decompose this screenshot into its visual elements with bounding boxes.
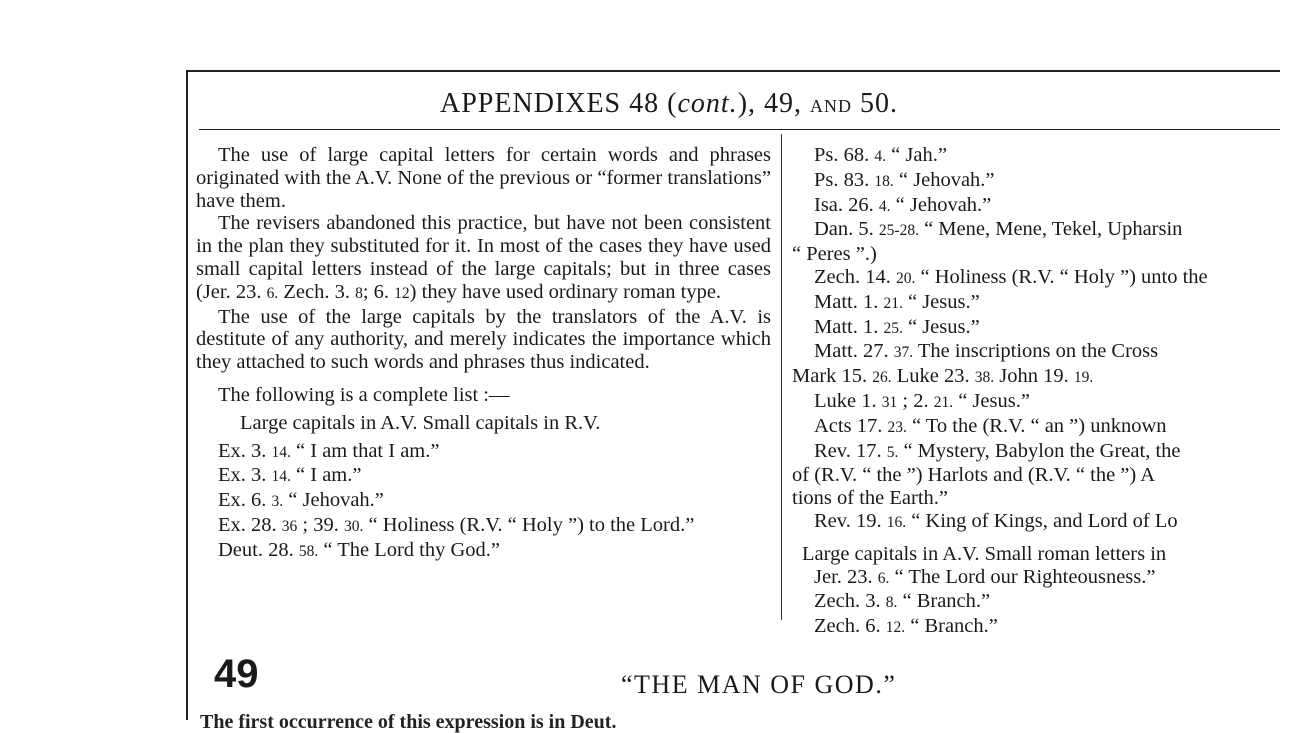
list-item xyxy=(196,489,771,514)
paragraph-2-tail: ) they have used ordinary roman type. xyxy=(409,280,722,303)
appendix-number: 49 xyxy=(214,652,259,696)
list-item-continuation xyxy=(792,365,1312,390)
list-item xyxy=(792,615,1312,640)
list-item-text: “ Mene, Mene, Tekel, Upharsin xyxy=(918,218,1183,241)
list-item-verse: 30. xyxy=(343,517,364,535)
list-item-text: “ Holiness (R.V. “ Holy ”) to the Lord.” xyxy=(363,513,695,536)
list-item xyxy=(196,440,771,465)
header-rule xyxy=(199,129,1280,130)
list-item-verse: 12. xyxy=(885,619,906,637)
list-item xyxy=(792,390,1312,415)
list-item-text: “ To the (R.V. “ an ”) unknown xyxy=(906,414,1167,437)
paragraph-2-mid: Zech. 3. xyxy=(278,280,356,303)
page-frame-top-rule xyxy=(186,70,1280,72)
list-item-text: “ Jehovah.” xyxy=(283,489,384,512)
list-item-verse: 3. xyxy=(271,493,284,511)
list-item-verse: 31 xyxy=(881,393,898,411)
header-prefix: APPENDIXES 48 ( xyxy=(440,88,678,119)
list-item-text: “ Holiness (R.V. “ Holy ”) unto the xyxy=(915,265,1208,288)
list-item xyxy=(792,194,1312,219)
paragraph-1: The use of large capital letters for certain words and phrases originated with the A.V. None of the previous or “former translations” have them. xyxy=(196,144,771,212)
list-item-verse: 8. xyxy=(885,594,898,612)
list-item xyxy=(792,510,1312,535)
list-item-book: Matt. 1. xyxy=(814,290,884,313)
list-item-verse: 23. xyxy=(887,418,907,436)
list-item-book: John 19. xyxy=(994,365,1074,388)
list-item-verse: 19. xyxy=(1073,369,1094,387)
list-item-book: Dan. 5. xyxy=(814,218,879,241)
list-item xyxy=(792,415,1312,440)
list-item-book: Ps. 83. xyxy=(814,168,875,191)
list-item-verse: 14. xyxy=(271,468,291,486)
list-item xyxy=(792,218,1312,243)
list-item-text: “ Jah.” xyxy=(886,144,947,166)
list-item-book: Jer. 23. xyxy=(814,565,878,588)
paragraph-4: The following is a complete list :— xyxy=(218,383,510,406)
list-item-verse: 21. xyxy=(933,393,954,411)
right-column xyxy=(792,144,1312,640)
list-item-text: “ Branch.” xyxy=(905,615,998,638)
list-item-book: Zech. 14. xyxy=(814,265,896,288)
list-item-verse: 4. xyxy=(874,148,887,165)
list-item-text: “ Branch.” xyxy=(897,590,991,613)
list-item-book: ; 2. xyxy=(897,389,934,412)
list-item-text: The inscriptions on the Cross xyxy=(913,340,1159,363)
list-item-text: “ King of Kings, and Lord of Lo xyxy=(906,509,1178,532)
list-item xyxy=(792,266,1312,291)
list-item xyxy=(792,590,1312,615)
list-item-book: ; 39. xyxy=(297,513,344,536)
paragraph-2-mid: ; 6. xyxy=(362,280,395,303)
list-item-text: “ The Lord our Righteousness.” xyxy=(889,565,1156,588)
list-item-verse: 38. xyxy=(974,369,995,387)
list-item-book: Isa. 26. xyxy=(814,193,879,216)
list-item-verse: 18. xyxy=(874,172,894,190)
list-item-text: “ I am that I am.” xyxy=(290,439,440,462)
list-item-verse: 20. xyxy=(895,269,916,287)
ref-verse: 6. xyxy=(266,284,279,302)
list-item-book: Matt. 1. xyxy=(814,315,884,338)
list-item-verse: 21. xyxy=(883,294,903,312)
list-item xyxy=(792,316,1312,341)
list-item-verse: 5. xyxy=(886,443,899,461)
list-item-continuation: tions of the Earth.” xyxy=(792,487,948,510)
list-item-book: Luke 23. xyxy=(891,365,975,388)
list-item-book: Zech. 6. xyxy=(814,615,886,638)
list-item xyxy=(792,340,1312,365)
list-item-book: Matt. 27. xyxy=(814,340,894,363)
list-item-book: Ps. 68. xyxy=(814,144,875,166)
list-item-book: Zech. 3. xyxy=(814,590,886,613)
list-item-verse: 6. xyxy=(877,569,890,587)
list-item-verse: 4. xyxy=(878,197,891,215)
ref-verse: 12 xyxy=(394,284,410,302)
list-item xyxy=(792,169,1312,194)
list-item xyxy=(792,440,1312,465)
list-item-continuation: of (R.V. “ the ”) Harlots and (R.V. “ the ”) A xyxy=(792,464,1156,487)
list-item-text: “ I am.” xyxy=(290,464,362,487)
left-column xyxy=(196,144,771,564)
list-item xyxy=(196,514,771,539)
paragraph-2-lead: The revisers abandoned this practice, but have not been consistent in the plan they substituted for it. In most of the cases they have used small capital letters instead of the large capitals; but in three cases (Jer. 23. xyxy=(196,212,771,303)
page-title xyxy=(440,86,1140,122)
list-item-book: Mark 15. xyxy=(792,365,873,388)
page-frame-left-rule xyxy=(186,70,188,720)
column-divider xyxy=(781,134,782,620)
list-item-verse: 16. xyxy=(886,513,907,531)
list-item-verse: 26. xyxy=(872,369,892,387)
list-item-book: Deut. 28. xyxy=(218,538,299,561)
list-item xyxy=(196,464,771,489)
header-cont: cont. xyxy=(677,88,738,119)
list-item xyxy=(792,144,1312,169)
list-item-book: Rev. 17. xyxy=(814,439,887,462)
list-item-verse: 37. xyxy=(893,344,914,362)
list-item xyxy=(196,539,771,564)
list-item xyxy=(792,566,1312,591)
list-item-verse: 25. xyxy=(883,319,903,337)
list-item-book: Acts 17. xyxy=(814,414,888,437)
list-item-book: Ex. 28. xyxy=(218,513,282,536)
appendix-title: “THE MAN OF GOD.” xyxy=(621,670,897,699)
list-item-text: “ Jehovah.” xyxy=(890,193,992,216)
cut-off-text-line: The first occurrence of this expression is in Deut. xyxy=(200,711,617,733)
list-item-book: Luke 1. xyxy=(814,389,882,412)
paragraph-3: The use of the large capitals by the translators of the A.V. is destitute of any authority, and merely indicates the importance which they attached to such words and phrases thus indicated. xyxy=(196,305,771,374)
list-item-verse: 58. xyxy=(298,542,319,560)
list-item-text: “ The Lord thy God.” xyxy=(318,538,501,561)
list-item-text: “ Jesus.” xyxy=(953,389,1030,412)
list-item-continuation: “ Peres ”.) xyxy=(792,243,877,266)
list-item-book: Ex. 6. xyxy=(218,489,272,512)
list-item xyxy=(792,291,1312,316)
list-item-verse: 14. xyxy=(271,443,291,461)
list-item-book: Ex. 3. xyxy=(218,464,272,487)
paragraph-2 xyxy=(196,212,771,305)
list-subheading: Large capitals in A.V. Small capitals in R.V. xyxy=(240,411,601,434)
ref-verse: 8 xyxy=(355,284,363,302)
header-last: 50. xyxy=(852,88,899,119)
header-and: and xyxy=(810,89,853,118)
list-item-text: “ Jehovah.” xyxy=(893,168,995,191)
list-item-book: Rev. 19. xyxy=(814,509,887,532)
list-item-verse: 25-28. xyxy=(878,222,919,240)
list-item-text: “ Jesus.” xyxy=(902,290,980,313)
list-item-verse: 36 xyxy=(281,517,298,535)
list-item-text: “ Mystery, Babylon the Great, the xyxy=(898,439,1181,462)
list-subheading: Large capitals in A.V. Small roman letters in xyxy=(802,542,1167,565)
list-item-text: “ Jesus.” xyxy=(902,315,980,338)
header-suffix: ), 49, xyxy=(737,88,811,119)
list-item-book: Ex. 3. xyxy=(218,439,272,462)
